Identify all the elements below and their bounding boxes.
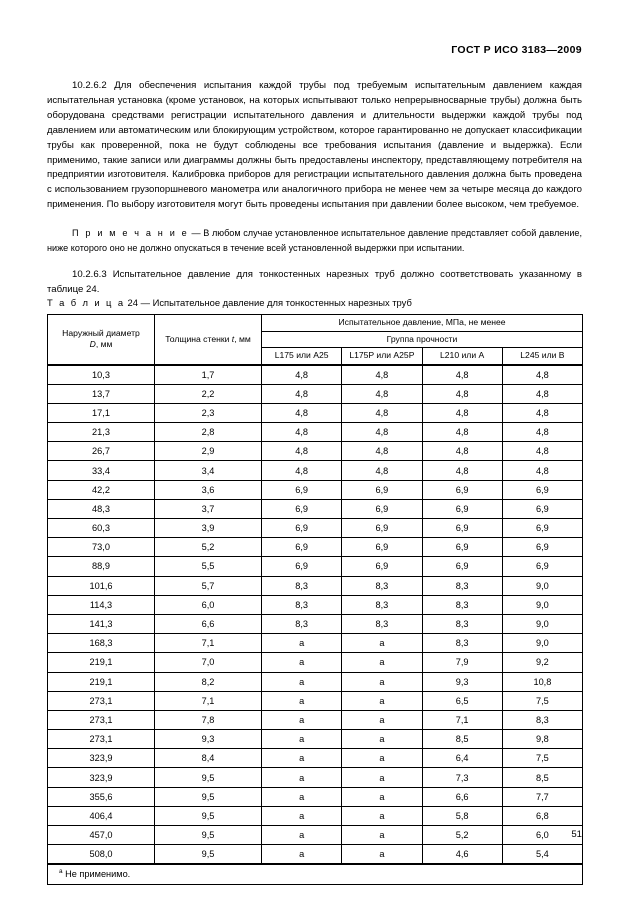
cell-pressure-l210-a: 4,8: [422, 365, 502, 385]
cell-wall-thickness: 6,0: [155, 595, 262, 614]
cell-pressure-l175p-a25p: 6,9: [342, 519, 422, 538]
note-text: — В любом случае установленное испытательное давление представляет собой давление, ниже которого оно не должно опускаться в течение всей установленной выдержки при испытании.: [47, 228, 582, 253]
cell-pressure-l245-b: 7,5: [502, 691, 582, 710]
cell-pressure-l210-a: 5,2: [422, 826, 502, 845]
cell-pressure-l175-a25: 6,9: [262, 499, 342, 518]
cell-wall-thickness: 7,1: [155, 634, 262, 653]
table-footnote: [48, 864, 583, 884]
cell-pressure-l210-a: 4,6: [422, 845, 502, 865]
cell-not-applicable: a: [342, 787, 422, 806]
cell-pressure-l245-b: 6,8: [502, 806, 582, 825]
cell-pressure-l210-a: 7,9: [422, 653, 502, 672]
cell-pressure-l210-a: 4,8: [422, 384, 502, 403]
cell-wall-thickness: 9,5: [155, 845, 262, 865]
table-row: [48, 538, 583, 557]
cell-pressure-l245-b: 4,8: [502, 384, 582, 403]
cell-not-applicable: a: [262, 806, 342, 825]
cell-not-applicable: a: [342, 826, 422, 845]
cell-pressure-l175-a25: 6,9: [262, 538, 342, 557]
cell-pressure-l175p-a25p: 8,3: [342, 614, 422, 633]
cell-pressure-l245-b: 6,9: [502, 557, 582, 576]
cell-pressure-l210-a: 6,9: [422, 557, 502, 576]
cell-outside-diameter: 457,0: [48, 826, 155, 845]
cell-pressure-l175p-a25p: 4,8: [342, 403, 422, 422]
cell-not-applicable: a: [342, 691, 422, 710]
running-head: ГОСТ Р ИСО 3183—2009: [451, 44, 582, 56]
cell-outside-diameter: 60,3: [48, 519, 155, 538]
cell-pressure-l210-a: 6,6: [422, 787, 502, 806]
table-row: [48, 710, 583, 729]
cell-pressure-l175-a25: 4,8: [262, 442, 342, 461]
table-row: [48, 768, 583, 787]
cell-not-applicable: a: [262, 672, 342, 691]
cell-outside-diameter: 219,1: [48, 672, 155, 691]
cell-wall-thickness: 7,8: [155, 710, 262, 729]
table-row: [48, 576, 583, 595]
cell-pressure-l245-b: 7,5: [502, 749, 582, 768]
col-header-outside-diameter-unit: , мм: [95, 339, 113, 350]
cell-pressure-l175p-a25p: 4,8: [342, 461, 422, 480]
table-row: [48, 787, 583, 806]
table-row: [48, 806, 583, 825]
table-row: [48, 423, 583, 442]
cell-outside-diameter: 17,1: [48, 403, 155, 422]
table-row: [48, 384, 583, 403]
cell-pressure-l210-a: 4,8: [422, 423, 502, 442]
cell-wall-thickness: 8,2: [155, 672, 262, 691]
cell-pressure-l175p-a25p: 6,9: [342, 480, 422, 499]
col-header-grade-l245-b: L245 или B: [502, 348, 582, 365]
cell-outside-diameter: 21,3: [48, 423, 155, 442]
cell-not-applicable: a: [262, 653, 342, 672]
col-header-outside-diameter-line1: Наружный диаметр: [62, 327, 140, 338]
table-row: [48, 826, 583, 845]
table-row: [48, 480, 583, 499]
cell-wall-thickness: 3,9: [155, 519, 262, 538]
table-row: [48, 595, 583, 614]
cell-not-applicable: a: [262, 634, 342, 653]
table-caption-word: Т а б л и ц а: [47, 297, 125, 308]
table-row: [48, 557, 583, 576]
cell-pressure-l175p-a25p: 4,8: [342, 384, 422, 403]
cell-not-applicable: a: [342, 653, 422, 672]
cell-pressure-l175p-a25p: 4,8: [342, 442, 422, 461]
cell-pressure-l175-a25: 8,3: [262, 595, 342, 614]
col-header-strength-group: Группа прочности: [262, 331, 583, 348]
table-24: [47, 314, 583, 885]
cell-pressure-l210-a: 7,1: [422, 710, 502, 729]
cell-pressure-l245-b: 6,9: [502, 499, 582, 518]
col-header-wall-thickness-symbol: t: [231, 333, 235, 344]
cell-not-applicable: a: [342, 672, 422, 691]
cell-not-applicable: a: [262, 826, 342, 845]
cell-wall-thickness: 6,6: [155, 614, 262, 633]
cell-wall-thickness: 7,0: [155, 653, 262, 672]
cell-pressure-l210-a: 8,3: [422, 595, 502, 614]
cell-pressure-l210-a: 4,8: [422, 442, 502, 461]
cell-not-applicable: a: [342, 806, 422, 825]
cell-wall-thickness: 9,3: [155, 730, 262, 749]
table-row: [48, 691, 583, 710]
cell-pressure-l175-a25: 4,8: [262, 403, 342, 422]
cell-outside-diameter: 219,1: [48, 653, 155, 672]
cell-outside-diameter: 273,1: [48, 691, 155, 710]
cell-outside-diameter: 141,3: [48, 614, 155, 633]
table-caption: [47, 297, 412, 308]
cell-pressure-l245-b: 9,0: [502, 634, 582, 653]
col-header-wall-thickness-prefix: Толщина стенки: [165, 333, 232, 344]
cell-pressure-l245-b: 4,8: [502, 403, 582, 422]
cell-pressure-l245-b: 7,7: [502, 787, 582, 806]
cell-pressure-l175-a25: 8,3: [262, 576, 342, 595]
table-row: [48, 365, 583, 385]
cell-outside-diameter: 114,3: [48, 595, 155, 614]
table-row: [48, 499, 583, 518]
cell-outside-diameter: 406,4: [48, 806, 155, 825]
cell-pressure-l210-a: 4,8: [422, 461, 502, 480]
cell-outside-diameter: 13,7: [48, 384, 155, 403]
col-header-outside-diameter-symbol: D: [89, 339, 96, 350]
cell-outside-diameter: 508,0: [48, 845, 155, 865]
cell-pressure-l245-b: 6,9: [502, 519, 582, 538]
cell-not-applicable: a: [342, 730, 422, 749]
cell-pressure-l210-a: 8,5: [422, 730, 502, 749]
table-row: [48, 634, 583, 653]
table-caption-number: 24: [127, 297, 138, 308]
cell-wall-thickness: 5,5: [155, 557, 262, 576]
cell-outside-diameter: 10,3: [48, 365, 155, 385]
cell-wall-thickness: 1,7: [155, 365, 262, 385]
cell-not-applicable: a: [262, 749, 342, 768]
cell-pressure-l210-a: 8,3: [422, 634, 502, 653]
cell-wall-thickness: 9,5: [155, 806, 262, 825]
cell-not-applicable: a: [262, 845, 342, 865]
cell-not-applicable: a: [342, 749, 422, 768]
cell-pressure-l210-a: 6,5: [422, 691, 502, 710]
cell-pressure-l245-b: 9,0: [502, 595, 582, 614]
cell-pressure-l245-b: 4,8: [502, 442, 582, 461]
cell-pressure-l245-b: 9,0: [502, 614, 582, 633]
cell-pressure-l210-a: 6,9: [422, 499, 502, 518]
cell-wall-thickness: 7,1: [155, 691, 262, 710]
cell-pressure-l175p-a25p: 8,3: [342, 576, 422, 595]
cell-pressure-l175-a25: 4,8: [262, 384, 342, 403]
footnote-marker: a: [59, 868, 63, 876]
col-header-test-pressure: Испытательное давление, МПа, не менее: [262, 315, 583, 332]
cell-pressure-l245-b: 4,8: [502, 461, 582, 480]
cell-not-applicable: a: [342, 845, 422, 865]
cell-wall-thickness: 2,9: [155, 442, 262, 461]
cell-pressure-l175-a25: 6,9: [262, 557, 342, 576]
col-header-wall-thickness-unit: , мм: [234, 333, 251, 344]
cell-pressure-l210-a: 4,8: [422, 403, 502, 422]
cell-outside-diameter: 73,0: [48, 538, 155, 557]
cell-outside-diameter: 273,1: [48, 730, 155, 749]
table-24-wrapper: [47, 314, 582, 885]
cell-not-applicable: a: [262, 691, 342, 710]
cell-outside-diameter: 33,4: [48, 461, 155, 480]
cell-pressure-l210-a: 6,9: [422, 538, 502, 557]
table-head-row-1: [48, 315, 583, 332]
cell-not-applicable: a: [262, 710, 342, 729]
cell-wall-thickness: 9,5: [155, 826, 262, 845]
col-header-grade-l175p-a25p: L175P или A25P: [342, 348, 422, 365]
cell-pressure-l175-a25: 4,8: [262, 423, 342, 442]
cell-not-applicable: a: [262, 787, 342, 806]
cell-pressure-l175-a25: 6,9: [262, 519, 342, 538]
cell-pressure-l245-b: 10,8: [502, 672, 582, 691]
note-label: П р и м е ч а н и е: [72, 228, 189, 239]
cell-outside-diameter: 355,6: [48, 787, 155, 806]
cell-pressure-l210-a: 6,9: [422, 480, 502, 499]
body-content: [47, 79, 582, 298]
cell-pressure-l245-b: 4,8: [502, 365, 582, 385]
cell-pressure-l175p-a25p: 4,8: [342, 423, 422, 442]
cell-not-applicable: a: [342, 710, 422, 729]
cell-pressure-l175p-a25p: 6,9: [342, 538, 422, 557]
cell-pressure-l245-b: 6,9: [502, 538, 582, 557]
table-row: [48, 442, 583, 461]
paragraph-10-2-6-2: 10.2.6.2 Для обеспечения испытания каждой трубы под требуемым испытательным давлением каждая испытательная установка (кроме установок, на которых испытывают только непрерывносварные трубы) должна быть оборудована средствами регистрации испытательного давления и длительности выдержки каждой трубы под давлением или автоматическим или блокирующим устройством, которое гарантированно не допускает классификации трубы как проверенной, пока не будут соблюдены все требования испытания (давление и выдержка). Если применимо, такие записи или диаграммы должны быть предоставлены инспектору, представляющему потребителя на предприятии изготовителя. Калибровка приборов для регистрации испытательного давления должна быть проведена с использованием грузопоршневого манометра или аналогичного прибора не менее чем за четыре месяца до каждого применения. По выбору изготовителя могут быть проведены испытания при давлении более высоком, чем требуемое.: [47, 80, 582, 211]
cell-pressure-l245-b: 6,9: [502, 480, 582, 499]
table-row: [48, 749, 583, 768]
col-header-wall-thickness: [155, 315, 262, 365]
cell-pressure-l175p-a25p: 8,3: [342, 595, 422, 614]
cell-wall-thickness: 5,7: [155, 576, 262, 595]
col-header-grade-l210-a: L210 или A: [422, 348, 502, 365]
cell-pressure-l175-a25: 6,9: [262, 480, 342, 499]
cell-pressure-l175p-a25p: 6,9: [342, 499, 422, 518]
cell-pressure-l210-a: 7,3: [422, 768, 502, 787]
cell-pressure-l245-b: 9,2: [502, 653, 582, 672]
cell-wall-thickness: 9,5: [155, 787, 262, 806]
cell-outside-diameter: 168,3: [48, 634, 155, 653]
cell-pressure-l175p-a25p: 6,9: [342, 557, 422, 576]
col-header-grade-l175-a25: L175 или A25: [262, 348, 342, 365]
cell-pressure-l245-b: 8,3: [502, 710, 582, 729]
cell-pressure-l175-a25: 4,8: [262, 461, 342, 480]
table-row: [48, 403, 583, 422]
footnote-text: Не применимо.: [62, 869, 131, 880]
table-caption-dash: —: [140, 297, 150, 308]
cell-wall-thickness: 2,8: [155, 423, 262, 442]
cell-outside-diameter: 323,9: [48, 749, 155, 768]
cell-not-applicable: a: [262, 768, 342, 787]
cell-wall-thickness: 2,3: [155, 403, 262, 422]
cell-pressure-l210-a: 8,3: [422, 576, 502, 595]
table-head: [48, 315, 583, 365]
cell-pressure-l245-b: 9,0: [502, 576, 582, 595]
cell-wall-thickness: 3,6: [155, 480, 262, 499]
cell-wall-thickness: 3,4: [155, 461, 262, 480]
table-caption-text: Испытательное давление для тонкостенных нарезных труб: [152, 297, 412, 308]
cell-pressure-l210-a: 6,9: [422, 519, 502, 538]
cell-pressure-l245-b: 8,5: [502, 768, 582, 787]
cell-wall-thickness: 8,4: [155, 749, 262, 768]
cell-wall-thickness: 5,2: [155, 538, 262, 557]
cell-wall-thickness: 3,7: [155, 499, 262, 518]
cell-wall-thickness: 2,2: [155, 384, 262, 403]
table-row: [48, 519, 583, 538]
cell-wall-thickness: 9,5: [155, 768, 262, 787]
cell-outside-diameter: 42,2: [48, 480, 155, 499]
cell-pressure-l245-b: 5,4: [502, 845, 582, 865]
table-row: [48, 730, 583, 749]
cell-pressure-l175-a25: 4,8: [262, 365, 342, 385]
table-row: [48, 461, 583, 480]
cell-outside-diameter: 323,9: [48, 768, 155, 787]
cell-pressure-l245-b: 6,0: [502, 826, 582, 845]
table-row: [48, 672, 583, 691]
table-row: [48, 845, 583, 865]
cell-outside-diameter: 48,3: [48, 499, 155, 518]
cell-pressure-l210-a: 5,8: [422, 806, 502, 825]
cell-pressure-l245-b: 9,8: [502, 730, 582, 749]
cell-pressure-l175p-a25p: 4,8: [342, 365, 422, 385]
cell-pressure-l245-b: 4,8: [502, 423, 582, 442]
page-number: 51: [571, 829, 582, 840]
cell-pressure-l175-a25: 8,3: [262, 614, 342, 633]
table-row: [48, 614, 583, 633]
table-footnote-row: [48, 864, 583, 884]
table-body: [48, 365, 583, 885]
table-row: [48, 653, 583, 672]
cell-not-applicable: a: [262, 730, 342, 749]
cell-outside-diameter: 26,7: [48, 442, 155, 461]
cell-outside-diameter: 88,9: [48, 557, 155, 576]
cell-pressure-l210-a: 9,3: [422, 672, 502, 691]
cell-not-applicable: a: [342, 768, 422, 787]
cell-not-applicable: a: [342, 634, 422, 653]
col-header-outside-diameter: [48, 315, 155, 365]
cell-outside-diameter: 101,6: [48, 576, 155, 595]
cell-outside-diameter: 273,1: [48, 710, 155, 729]
cell-pressure-l210-a: 6,4: [422, 749, 502, 768]
note-paragraph: [47, 226, 582, 255]
paragraph-10-2-6-3: 10.2.6.3 Испытательное давление для тонкостенных нарезных труб должно соответствовать указанному в таблице 24.: [47, 269, 582, 296]
cell-pressure-l210-a: 8,3: [422, 614, 502, 633]
